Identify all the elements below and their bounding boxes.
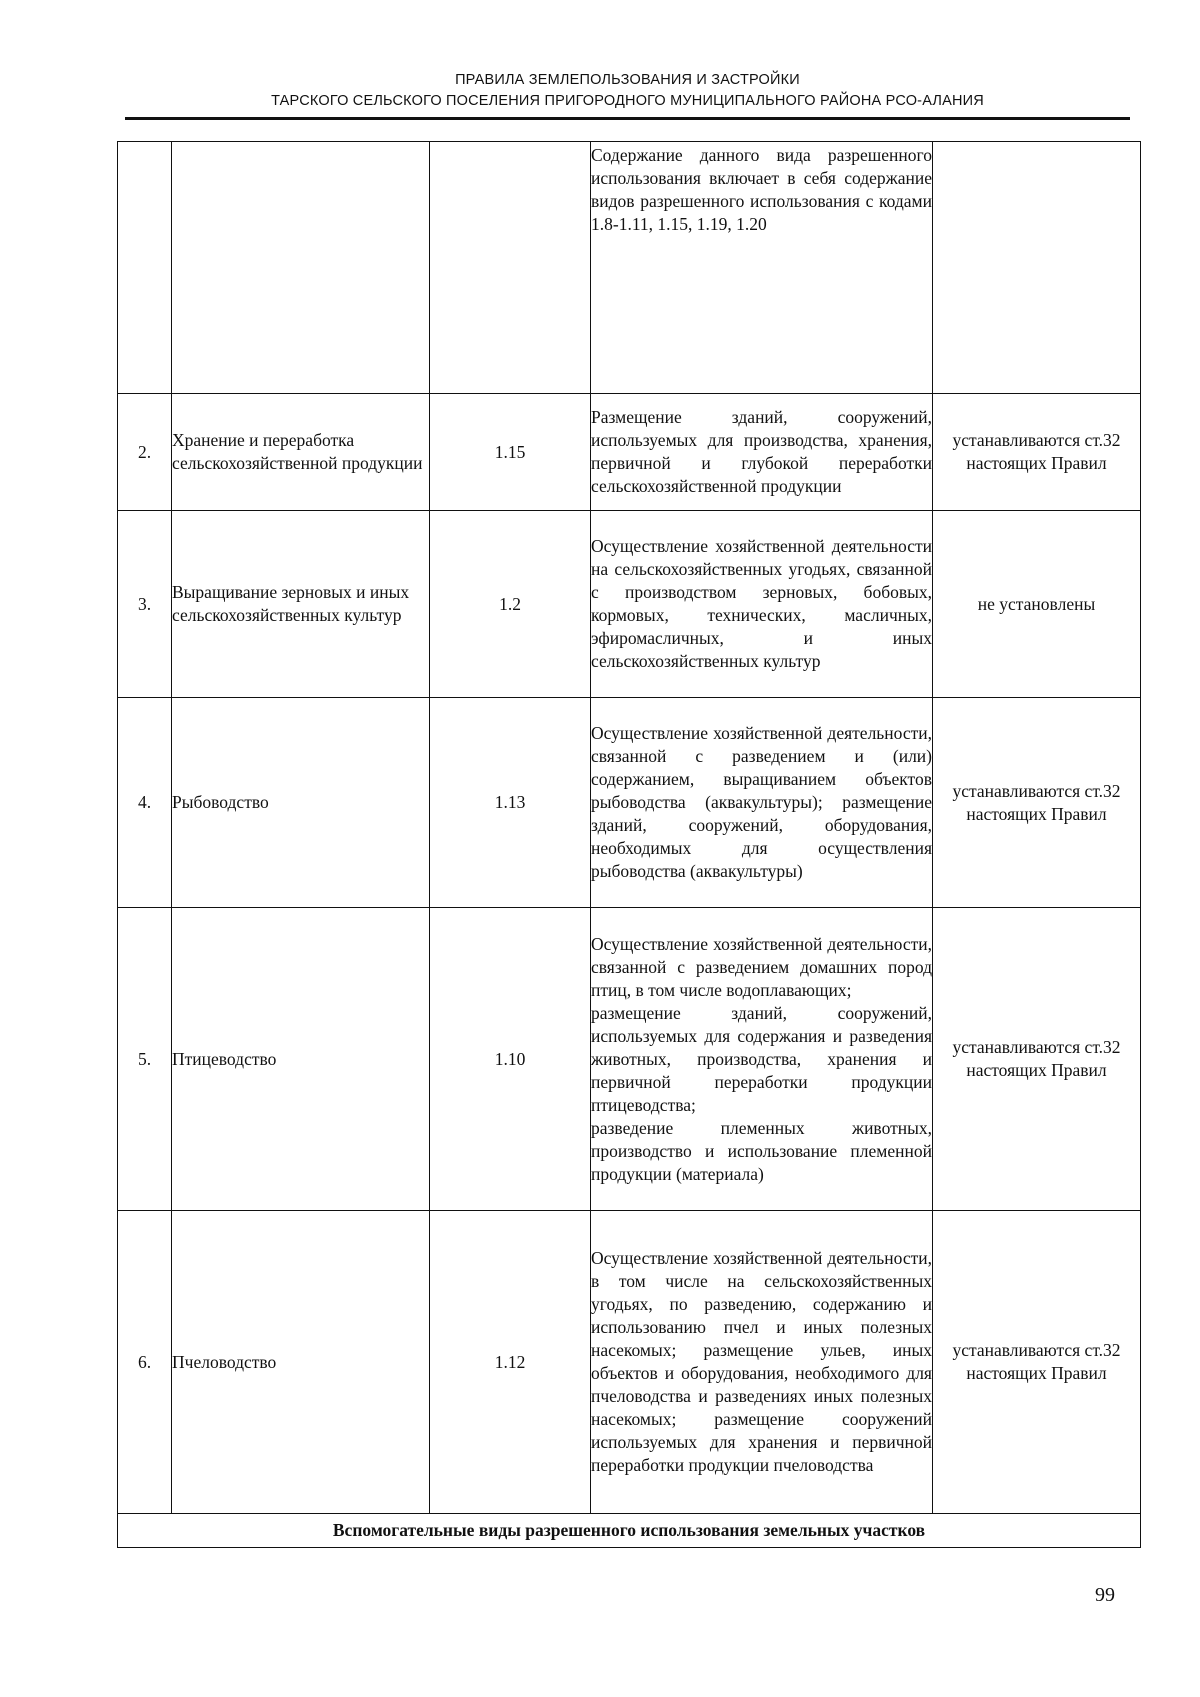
cell-num: 2.: [118, 394, 172, 511]
table-row: [118, 698, 1141, 908]
desc-paragraph: размещение зданий, сооружений, используемых для содержания и разведения животных, производства, хранения и первичной переработки продукции птицеводства;: [591, 1002, 932, 1115]
cell-desc: [591, 698, 933, 908]
cell-params: не установлены: [933, 511, 1141, 698]
cell-num: 4.: [118, 698, 172, 908]
cell-name: Выращивание зерновых и иных сельскохозяйственных культур: [172, 511, 430, 698]
cell-params: устанавливаются ст.32 настоящих Правил: [933, 698, 1141, 908]
cell-num: [118, 142, 172, 394]
cell-name: Рыбоводство: [172, 698, 430, 908]
cell-desc: [591, 908, 933, 1211]
auxiliary-uses-heading: Вспомогательные виды разрешенного использования земельных участков: [118, 1514, 1141, 1548]
desc-paragraph: Осуществление хозяйственной деятельности, в том числе на сельскохозяйственных угодьях, по разведению, содержанию и использованию пчел и иных полезных насекомых; размещение ульев, иных объектов и оборудования, необходимого для пчеловодства и разведениях иных полезных насекомых; размещение сооружений используемых для хранения и первичной переработки продукции пчеловодства: [591, 1248, 932, 1475]
desc-paragraph: Осуществление хозяйственной деятельности на сельскохозяйственных угодьях, связанной с производством зерновых, бобовых, кормовых, технических, масличных, эфиромасличных, и иных сельскохозяйственных культур: [591, 536, 932, 671]
cell-desc: [591, 394, 933, 511]
table-footer-row: [118, 1514, 1141, 1548]
desc-paragraph: Осуществление хозяйственной деятельности, связанной с разведением и (или) содержанием, выращиванием объектов рыбоводства (аквакультуры); размещение зданий, сооружений, оборудования, необходимых для осуществления рыбоводства (аквакультуры): [591, 723, 932, 881]
table-row: [118, 511, 1141, 698]
cell-params: устанавливаются ст.32 настоящих Правил: [933, 1211, 1141, 1514]
desc-paragraph: Осуществление хозяйственной деятельности, связанной с разведением домашних пород птиц, в том числе водоплавающих;: [591, 933, 932, 1000]
desc-paragraph: разведение племенных животных, производство и использование племенной продукции (материала): [591, 1117, 932, 1184]
header-rule: [125, 117, 1130, 120]
cell-params: устанавливаются ст.32 настоящих Правил: [933, 908, 1141, 1211]
page-number: 99: [1095, 1584, 1115, 1606]
table-row: [118, 394, 1141, 511]
cell-params: устанавливаются ст.32 настоящих Правил: [933, 394, 1141, 511]
land-use-table: [117, 141, 1141, 1548]
cell-code: 1.15: [430, 394, 591, 511]
cell-num: 5.: [118, 908, 172, 1211]
cell-desc: Содержание данного вида разрешенного использования включает в себя содержание видов разрешенного использования с кодами 1.8-1.11, 1.15, 1.19, 1.20: [591, 142, 933, 394]
header-line-1: ПРАВИЛА ЗЕМЛЕПОЛЬЗОВАНИЯ И ЗАСТРОЙКИ: [455, 72, 800, 88]
cell-num: 3.: [118, 511, 172, 698]
cell-name: Пчеловодство: [172, 1211, 430, 1514]
cell-num: 6.: [118, 1211, 172, 1514]
cell-name: [172, 142, 430, 394]
cell-code: [430, 142, 591, 394]
document-header: [125, 70, 1130, 112]
table-row-continuation: [118, 142, 1141, 394]
cell-code: 1.12: [430, 1211, 591, 1514]
cell-name: Хранение и переработка сельскохозяйственной продукции: [172, 394, 430, 511]
cell-name: Птицеводство: [172, 908, 430, 1211]
cell-desc: [591, 1211, 933, 1514]
header-line-2: ТАРСКОГО СЕЛЬСКОГО ПОСЕЛЕНИЯ ПРИГОРОДНОГО МУНИЦИПАЛЬНОГО РАЙОНА РСО-АЛАНИЯ: [271, 93, 984, 109]
cell-code: 1.2: [430, 511, 591, 698]
cell-code: 1.13: [430, 698, 591, 908]
desc-paragraph: Размещение зданий, сооружений, используемых для производства, хранения, первичной и глубокой переработки сельскохозяйственной продукции: [591, 407, 932, 496]
table-row: [118, 908, 1141, 1211]
cell-desc: [591, 511, 933, 698]
table-row: [118, 1211, 1141, 1514]
cell-code: 1.10: [430, 908, 591, 1211]
cell-params: [933, 142, 1141, 394]
